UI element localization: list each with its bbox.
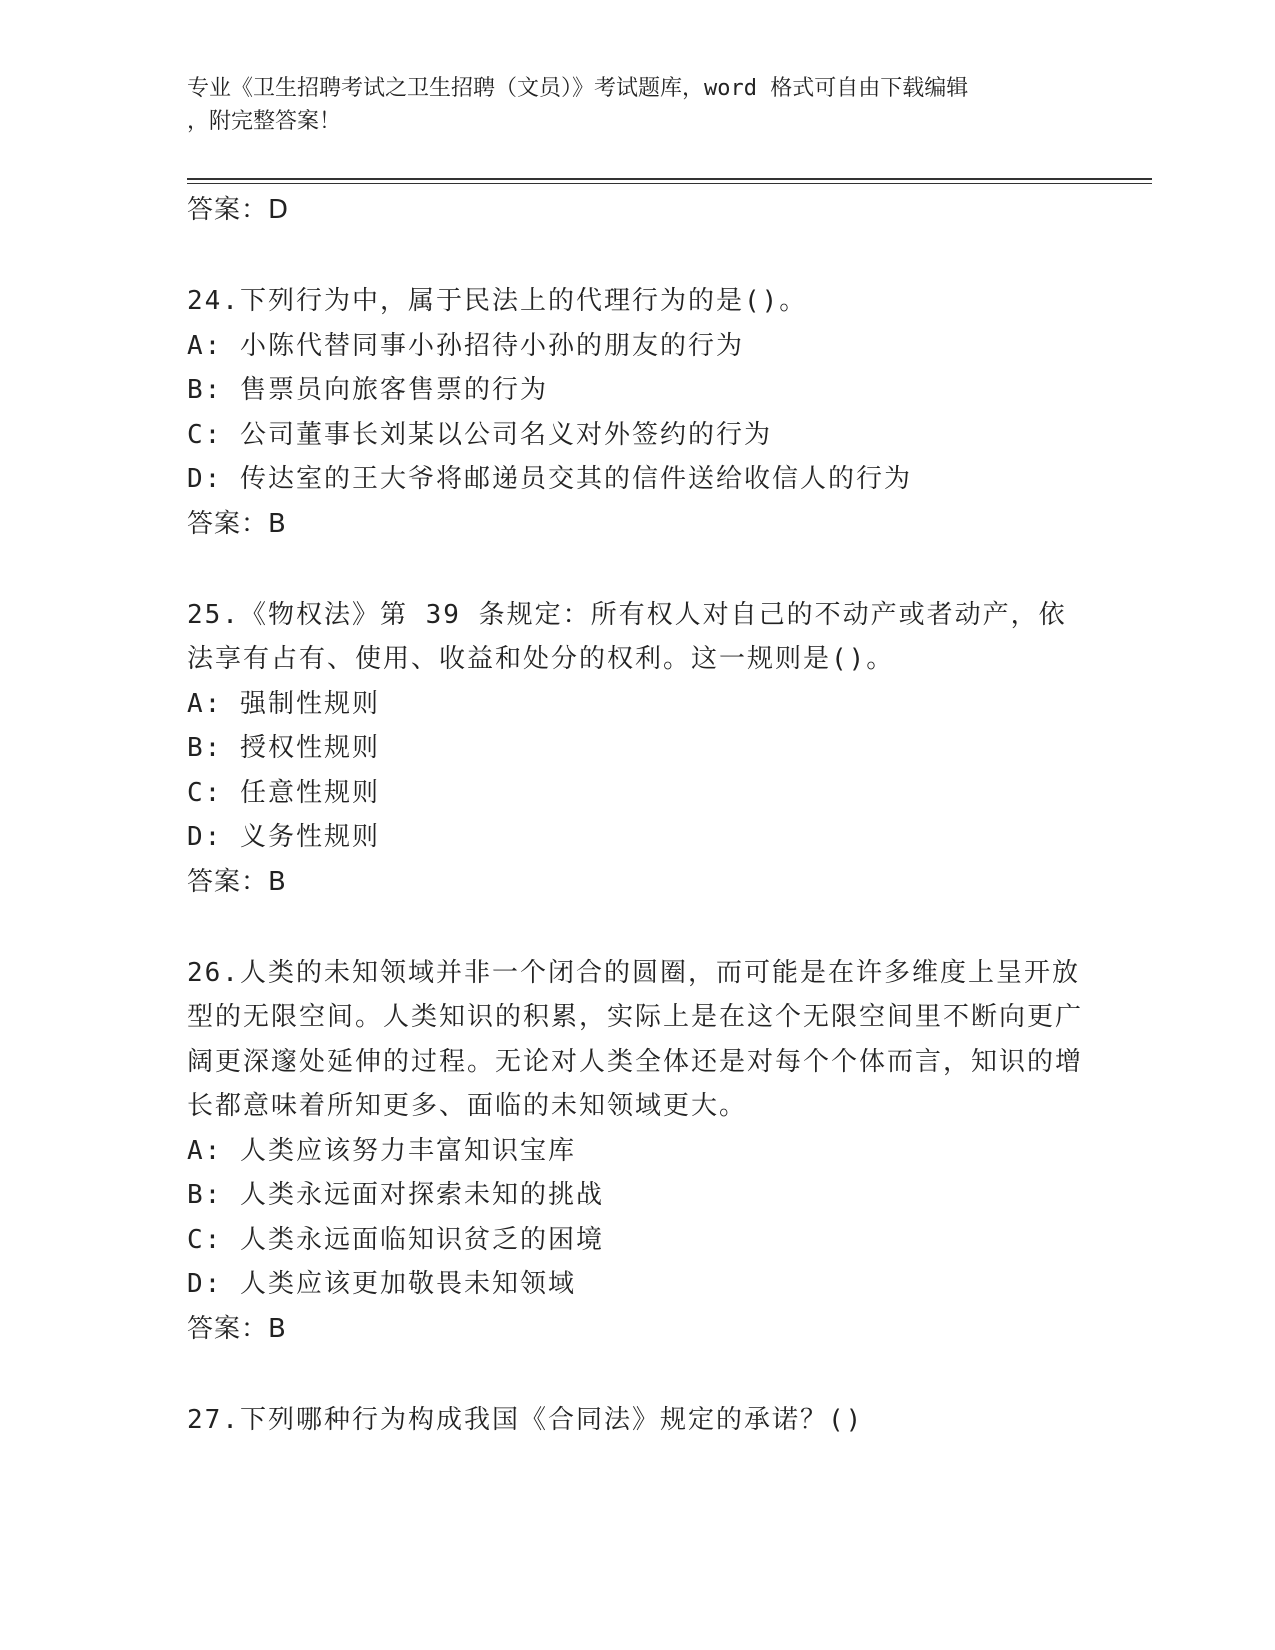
question-text: 26.人类的未知领域并非一个闭合的圆圈，而可能是在许多维度上呈开放型的无限空间。人类知识的积累，实际上是在这个无限空间里不断向更广阔更深邃处延伸的过程。无论对人类全体还是对每个个体而言，知识的增长都意味着所知更多、面临的未知领域更大。 bbox=[187, 957, 1084, 1121]
header-divider-thick bbox=[187, 178, 1152, 180]
question-text: 27.下列哪种行为构成我国《合同法》规定的承诺？() bbox=[187, 1404, 864, 1435]
option-c: C: 公司董事长刘某以公司名义对外签约的行为 bbox=[187, 419, 772, 450]
header-divider-thin bbox=[187, 183, 1152, 184]
option-d: D: 义务性规则 bbox=[187, 822, 380, 852]
question-text: 25.《物权法》第 39 条规定：所有权人对自己的不动产或者动产，依法享有占有、使用、收益和处分的权利。这一规则是()。 bbox=[187, 599, 1067, 674]
question-text: 24.下列行为中，属于民法上的代理行为的是()。 bbox=[187, 286, 808, 316]
header-title-line-2: ，附完整答案！ bbox=[187, 109, 342, 134]
spacer bbox=[187, 1351, 1087, 1398]
answer-line: 答案：B bbox=[187, 866, 287, 897]
question-26 bbox=[187, 951, 1087, 1351]
option-c: C: 任意性规则 bbox=[187, 777, 380, 808]
answer-line: 答案：B bbox=[187, 508, 287, 539]
option-d: D: 人类应该更加敬畏未知领域 bbox=[187, 1269, 576, 1299]
page-header bbox=[187, 72, 1067, 138]
spacer bbox=[187, 546, 1087, 593]
question-25 bbox=[187, 593, 1087, 904]
question-list bbox=[187, 188, 1087, 1442]
question-27 bbox=[187, 1398, 1087, 1443]
answer-line: 答案：D bbox=[187, 195, 290, 225]
spacer bbox=[187, 232, 1087, 279]
answer-line: 答案：B bbox=[187, 1313, 287, 1344]
option-b: B: 人类永远面对探索未知的挑战 bbox=[187, 1180, 604, 1210]
option-a: A: 小陈代替同事小孙招待小孙的朋友的行为 bbox=[187, 330, 744, 361]
option-b: B: 售票员向旅客售票的行为 bbox=[187, 375, 548, 405]
option-c: C: 人类永远面临知识贫乏的困境 bbox=[187, 1224, 604, 1255]
option-a: A: 强制性规则 bbox=[187, 688, 380, 719]
option-d: D: 传达室的王大爷将邮递员交其的信件送给收信人的行为 bbox=[187, 464, 912, 494]
question-24 bbox=[187, 279, 1087, 546]
header-title-line-1: 专业《卫生招聘考试之卫生招聘（文员）》考试题库，word 格式可自由下载编辑 bbox=[187, 76, 969, 101]
spacer bbox=[187, 904, 1087, 951]
option-a: A: 人类应该努力丰富知识宝库 bbox=[187, 1135, 576, 1166]
option-b: B: 授权性规则 bbox=[187, 733, 380, 763]
